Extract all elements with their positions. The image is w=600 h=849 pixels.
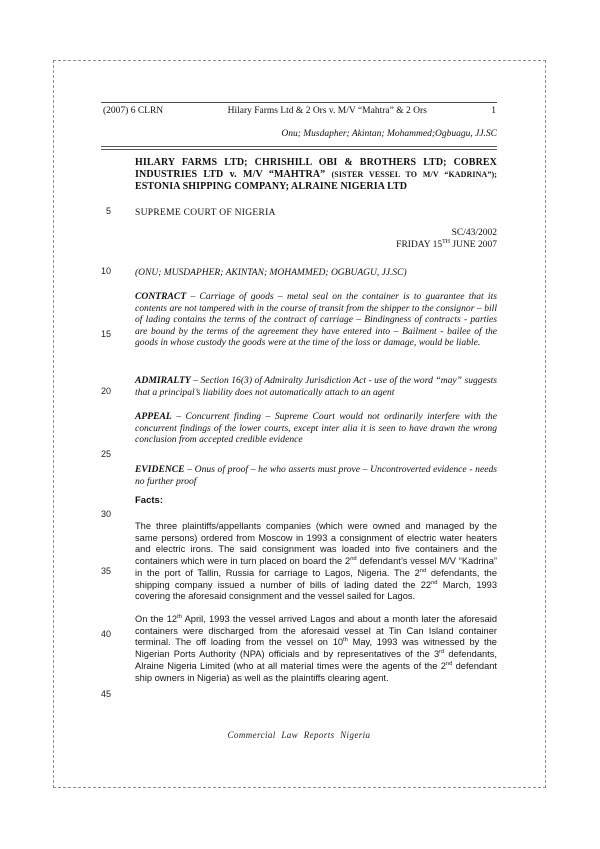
- headnote-text: – Carriage of goods – metal seal on the container is to guarantee that its contents are not tampered with in the course of transit from the shipper to the consignor – bill of lading contains the terms of the contract of carriage – Bindingness of contracts - parties are bound by the terms of the agreement they have entered into – Bailment - bailee of the goods in whose custody the goods were at the time of the loss or damage, would be liable.: [135, 291, 497, 349]
- coram-line: (ONU; MUSDAPHER; AKINTAN; MOHAMMED; OGBUAGU, JJ.SC): [135, 268, 407, 278]
- running-header: [101, 105, 497, 117]
- margin-line-number: 45: [100, 689, 111, 699]
- header-running-title: Hilary Farms Ltd & 2 Ors v. M/V “Mahtra” & 2 Ors: [227, 106, 427, 116]
- headnote-admiralty: [135, 375, 497, 398]
- case-title-main: HILARY FARMS LTD; CHRISHILL OBI & BROTHERS LTD; COBREX INDUSTRIES LTD v. M/V “MAHTRA”: [135, 157, 497, 180]
- headnote-text: – Concurrent finding – Supreme Court would not ordinarily interfere with the concurrent findings of the lower courts, except inter alia it is seen to have drawn the wrong conclusion from accepted credible evidence: [135, 411, 497, 446]
- headnote-label: ADMIRALTY: [135, 375, 191, 386]
- footer-imprint: Commercial Law Reports Nigeria: [227, 730, 371, 740]
- margin-line-number: 40: [100, 629, 111, 639]
- margin-line-number: 15: [100, 329, 111, 339]
- hearing-date: FRIDAY 15TH JUNE 2007: [396, 238, 497, 250]
- header-page-number: 1: [491, 106, 496, 116]
- headnote-text: – Onus of proof – he who asserts must prove – Uncontroverted evidence - needs no further proof: [135, 464, 497, 487]
- case-references: [101, 227, 497, 251]
- header-citation: (2007) 6 CLRN: [103, 106, 164, 116]
- headnote-text: – Section 16(3) of Admiralty Jurisdiction Act - use of the word “may” suggests that a principal’s liability does not automatically attach to an agent: [135, 375, 497, 398]
- headnote-label: APPEAL: [135, 411, 172, 422]
- margin-line-number: 20: [100, 386, 111, 396]
- suit-number: SC/43/2002: [451, 228, 497, 238]
- facts-paragraph: On the 12th April, 1993 the vessel arrived Lagos and about a month later the aforesaid containers were discharged from the aforesaid vessel at Tin Can Island container terminal. The off loading from the vessel on 10th May, 1993 was witnessed by the Nigerian Ports Authority (NPA) officials and by representatives of the 3rd defendants, Alraine Nigeria Limited (who at all material times were the agents of the 2nd defendant ship owners in Nigeria) as well as the plaintiffs clearing agent.: [135, 613, 497, 683]
- court-name: SUPREME COURT OF NIGERIA: [135, 208, 276, 218]
- facts-paragraph: The three plaintiffs/appellants companies (which were owned and managed by the same persons) ordered from Moscow in 1993 a consignment of electric water heaters and electric irons. The said consignment was loaded into five containers and the containers which were in turn placed on board the 2nd defendant’s vessel M/V “Kadrina” in the port of Tallin, Russia for carriage to Lagos, Nigeria. The 2nd defendants, the shipping company issued a number of bills of lading dated the 22nd March, 1993 covering the aforesaid consignment and the vessel sailed for Lagos.: [135, 521, 497, 602]
- header-double-rule: [101, 146, 497, 150]
- header-top-rule: [101, 102, 497, 103]
- margin-line-number: 25: [100, 449, 111, 459]
- header-judges-line: Onu; Musdapher; Akintan; Mohammed;Ogbuagu, JJ.SC: [281, 129, 497, 139]
- margin-line-number: 35: [100, 566, 111, 576]
- case-title: [135, 157, 497, 193]
- facts-heading: Facts:: [135, 495, 163, 506]
- margin-line-number: 10: [100, 266, 111, 276]
- headnote-label: CONTRACT: [135, 291, 187, 302]
- headnote-contract: [135, 291, 497, 349]
- case-title-sister-vessel: (SISTER VESSEL TO M/V “KADRINA”);: [331, 170, 497, 179]
- case-title-rest: ESTONIA SHIPPING COMPANY; ALRAINE NIGERIA LTD: [135, 181, 408, 192]
- headnote-label: EVIDENCE: [135, 464, 185, 475]
- margin-line-number: 5: [105, 206, 111, 216]
- headnote-evidence: [135, 464, 497, 487]
- headnote-appeal: [135, 411, 497, 446]
- page-content: [101, 0, 497, 849]
- margin-line-number: 30: [100, 509, 111, 519]
